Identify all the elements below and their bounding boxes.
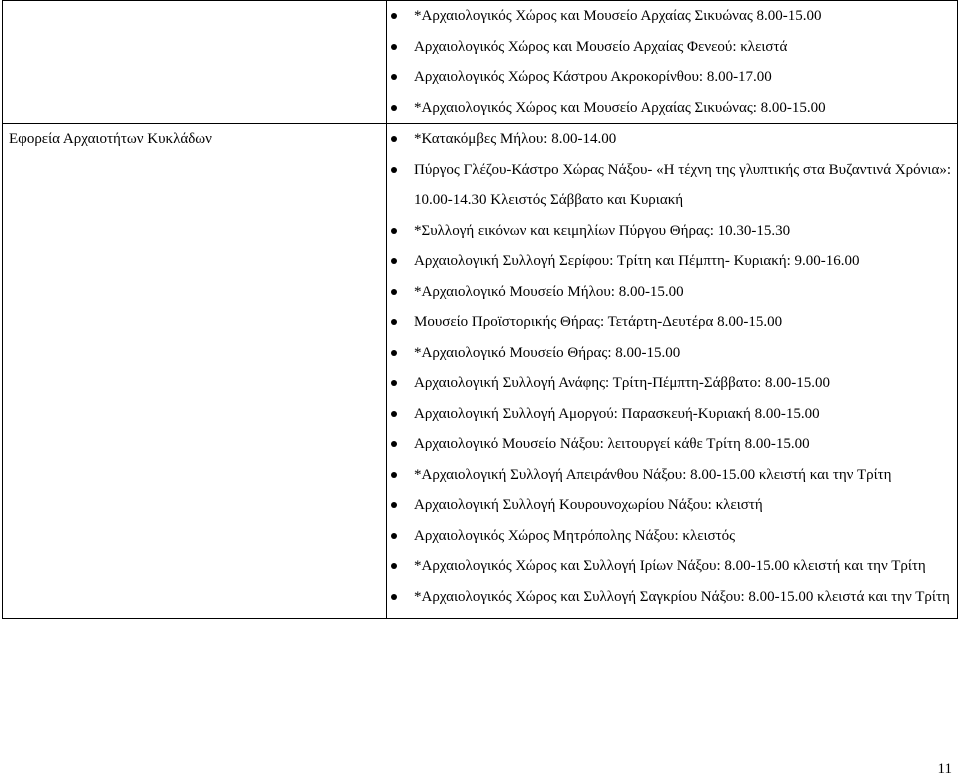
list-item-text: *Αρχαιολογικός Χώρος και Μουσείο Αρχαίας Σικυώνας 8.00-15.00 xyxy=(414,8,822,24)
list-item xyxy=(387,307,957,338)
sites-list xyxy=(387,1,957,123)
bullet-icon xyxy=(391,289,397,295)
list-item xyxy=(387,277,957,308)
list-item-text: *Αρχαιολογικός Χώρος και Μουσείο Αρχαίας Σικυώνας: 8.00-15.00 xyxy=(414,99,826,116)
bullet-icon xyxy=(391,228,397,234)
list-item xyxy=(387,521,957,552)
list-item-text: Αρχαιολογική Συλλογή Κουρουνοχωρίου Νάξου: κλειστή xyxy=(414,497,763,513)
list-item-text: Μουσείο Προϊστορικής Θήρας: Τετάρτη-Δευτέρα 8.00-15.00 xyxy=(414,314,783,330)
bullet-icon xyxy=(391,319,397,325)
list-item xyxy=(387,93,957,124)
bullet-icon xyxy=(391,594,397,600)
list-item xyxy=(387,490,957,521)
list-item-text: *Αρχαιολογικό Μουσείο Μήλου: 8.00-15.00 xyxy=(414,283,684,300)
list-item-text: *Αρχαιολογικός Χώρος και Συλλογή Σαγκρίου Νάξου: 8.00-15.00 κλειστά και την Τρίτη xyxy=(414,588,950,605)
list-item-text: Αρχαιολογικός Χώρος και Μουσείο Αρχαίας Φενεού: κλειστά xyxy=(414,38,788,55)
bullet-icon xyxy=(391,105,397,111)
bullet-icon xyxy=(391,533,397,539)
list-item xyxy=(387,582,957,613)
list-item-text: *Αρχαιολογική Συλλογή Απειράνθου Νάξου: 8.00-15.00 κλειστή και την Τρίτη xyxy=(414,466,892,483)
list-item-text: *Συλλογή εικόνων και κειμηλίων Πύργου Θήρας: 10.30-15.30 xyxy=(414,222,791,239)
bullet-icon xyxy=(391,350,397,356)
table-row xyxy=(3,124,958,619)
bullet-icon xyxy=(391,13,397,19)
bullet-icon xyxy=(391,136,397,142)
list-item-text: Αρχαιολογικός Χώρος Μητρόπολης Νάξου: κλειστός xyxy=(414,527,736,544)
bullet-icon xyxy=(391,472,397,478)
list-item-text: Αρχαιολογική Συλλογή Σερίφου: Τρίτη και Πέμπτη- Κυριακή: 9.00-16.00 xyxy=(414,253,860,269)
list-item xyxy=(387,155,957,216)
list-item xyxy=(387,32,957,63)
sites-cell xyxy=(387,124,958,619)
list-item xyxy=(387,368,957,399)
list-item xyxy=(387,216,957,247)
list-item xyxy=(387,460,957,491)
list-item xyxy=(387,246,957,277)
list-item-text: Αρχαιολογικό Μουσείο Νάξου: λειτουργεί κάθε Τρίτη 8.00-15.00 xyxy=(414,436,810,452)
list-item xyxy=(387,551,957,582)
bullet-icon xyxy=(391,411,397,417)
page-number: 11 xyxy=(937,761,952,777)
bullet-icon xyxy=(391,258,397,264)
list-item-text: *Αρχαιολογικό Μουσείο Θήρας: 8.00-15.00 xyxy=(414,344,681,361)
ephorate-cell xyxy=(3,124,387,619)
list-item xyxy=(387,399,957,430)
bullet-icon xyxy=(391,44,397,50)
bullet-icon xyxy=(391,167,397,173)
list-item xyxy=(387,1,957,32)
list-item-text: Πύργος Γλέζου-Κάστρο Χώρας Νάξου- «Η τέχνη της γλυπτικής στα Βυζαντινά Χρόνια»: 10.00-14.30 Κλειστός Σάββατο και Κυριακή xyxy=(414,161,951,208)
ephorate-cell xyxy=(3,1,387,124)
list-item-text: *Κατακόμβες Μήλου: 8.00-14.00 xyxy=(414,131,617,147)
hours-table xyxy=(2,0,958,619)
bullet-icon xyxy=(391,563,397,569)
bullet-icon xyxy=(391,380,397,386)
bullet-icon xyxy=(391,441,397,447)
list-item xyxy=(387,429,957,460)
list-item-text: Αρχαιολογική Συλλογή Ανάφης: Τρίτη-Πέμπτη-Σάββατο: 8.00-15.00 xyxy=(414,375,830,391)
bullet-icon xyxy=(391,502,397,508)
list-item xyxy=(387,338,957,369)
sites-list xyxy=(387,124,957,618)
list-item-text: Αρχαιολογικός Χώρος Κάστρου Ακροκορίνθου: 8.00-17.00 xyxy=(414,69,772,85)
list-item xyxy=(387,62,957,93)
list-item xyxy=(387,124,957,155)
bullet-icon xyxy=(391,74,397,80)
sites-cell xyxy=(387,1,958,124)
list-item-text: Αρχαιολογική Συλλογή Αμοργού: Παρασκευή-Κυριακή 8.00-15.00 xyxy=(414,405,820,422)
ephorate-label: Εφορεία Αρχαιοτήτων Κυκλάδων xyxy=(9,131,212,147)
table-row xyxy=(3,1,958,124)
list-item-text: *Αρχαιολογικός Χώρος και Συλλογή Ιρίων Νάξου: 8.00-15.00 κλειστή και την Τρίτη xyxy=(414,558,926,574)
